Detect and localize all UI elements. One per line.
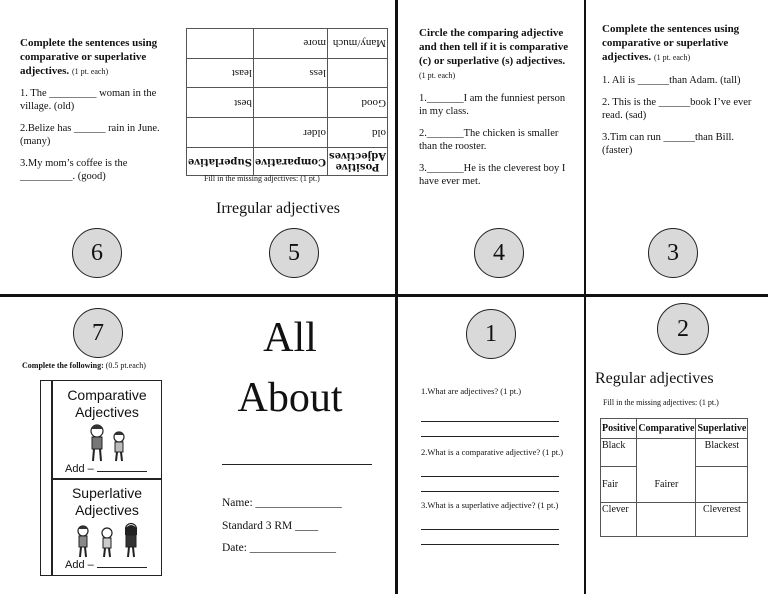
page-number-badge-6: 6 xyxy=(72,228,122,278)
table2-cell: Cleverest xyxy=(696,503,748,537)
table2-cell: Clever xyxy=(601,503,637,537)
panel-3-question-1: 1. Ali is ______than Adam. (tall) xyxy=(602,75,741,86)
irregular-adjectives-table xyxy=(187,28,388,176)
table5-header-positive: Positive Adjectives xyxy=(327,148,387,176)
panel-5-heading: Irregular adjectives xyxy=(216,200,340,217)
table5-cell: old xyxy=(327,118,387,148)
panel-7-instruction-text: Complete the following: xyxy=(22,361,104,370)
answer-line xyxy=(421,426,559,437)
comparative-add-label: Add – xyxy=(65,463,94,475)
panel-2-heading: Regular adjectives xyxy=(595,370,714,387)
panel-6-question-3: 3.My mom’s coffee is the __________. (good) xyxy=(20,158,128,182)
cover-date-field: Date: _______________ xyxy=(222,542,337,554)
table2-cell: Fairer xyxy=(637,467,696,503)
panel-7-instruction xyxy=(22,361,146,370)
panel-3-title: Complete the sentences using comparative or superlative adjectives. xyxy=(602,23,740,63)
page-number-badge-7: 7 xyxy=(73,308,123,358)
cover-name-field: Name: _______________ xyxy=(222,497,342,509)
panel-6-question-1: 1. The _________ woman in the village. (old) xyxy=(20,88,157,112)
table5-cell: Many/much xyxy=(327,29,387,59)
card-fold xyxy=(51,478,161,480)
panel-3-question-2: 2. This is the ______book I’ve ever read. (sad) xyxy=(602,97,752,121)
table2-cell: Blackest xyxy=(696,439,748,467)
panel-1-question-3: 3.What is a superlative adjective? (1 pt.) xyxy=(421,500,559,510)
cover-standard-field: Standard 3 RM ____ xyxy=(222,520,319,532)
cover-title-line-2: About xyxy=(237,375,343,421)
answer-line xyxy=(421,534,559,545)
table2-header-positive: Positive xyxy=(601,419,637,439)
table2-header-comparative: Comparative xyxy=(637,419,696,439)
panel-3-question-3: 3.Tim can run ______than Bill. (faster) xyxy=(602,132,735,156)
table2-cell: Fair xyxy=(601,467,637,503)
panel-4-points: (1 pt. each) xyxy=(419,71,456,80)
table2-cell xyxy=(637,503,696,537)
panel-4-question-3: 3._______He is the cleverest boy I have ever met. xyxy=(419,163,566,187)
table5-cell xyxy=(253,88,327,118)
panel-1-question-2: 2.What is a comparative adjective? (1 pt.) xyxy=(421,447,564,457)
cover-title-blank xyxy=(222,464,372,465)
table5-cell: less xyxy=(253,58,327,88)
vertical-divider-center xyxy=(395,0,398,594)
kids-illustration-superlative xyxy=(71,521,143,559)
table5-header-superlative: Superlative xyxy=(186,148,253,176)
panel-3 xyxy=(602,22,752,157)
table5-cell: least xyxy=(186,58,253,88)
superlative-card-title: Superlative Adjectives xyxy=(71,485,143,518)
answer-line xyxy=(421,481,559,492)
table5-header-comparative: Comparative xyxy=(253,148,327,176)
flip-card xyxy=(40,380,162,576)
panel-4 xyxy=(419,26,569,188)
panel-6 xyxy=(20,36,170,183)
vertical-divider-right xyxy=(584,0,586,594)
page-number-badge-4: 4 xyxy=(474,228,524,278)
page-number-badge-5: 5 xyxy=(269,228,319,278)
comparative-card-title: Comparative Adjectives xyxy=(67,387,147,420)
superlative-add-label: Add – xyxy=(65,559,94,571)
answer-line xyxy=(421,411,559,422)
cover-title-line-1: All xyxy=(263,315,317,361)
table5-cell: older xyxy=(253,118,327,148)
panel-6-question-2: 2.Belize has ______ rain in June. (many) xyxy=(20,123,160,147)
kids-illustration-comparative xyxy=(83,423,133,463)
answer-line xyxy=(421,519,559,530)
table2-cell xyxy=(637,439,696,467)
panel-6-title: Complete the sentences using comparative or superlative adjectives. xyxy=(20,37,158,77)
panel-7-instruction-points: (0.5 pt.each) xyxy=(105,361,146,370)
horizontal-divider xyxy=(0,294,768,297)
regular-adjectives-table xyxy=(600,418,748,537)
table5-cell xyxy=(186,29,253,59)
panel-6-points: (1 pt. each) xyxy=(71,67,109,76)
answer-line xyxy=(421,466,559,477)
page-number-badge-2: 2 xyxy=(657,303,709,355)
comparative-card-add xyxy=(65,463,147,475)
panel-1-question-1: 1.What are adjectives? (1 pt.) xyxy=(421,386,522,396)
table5-cell xyxy=(327,58,387,88)
panel-3-points: (1 pt. each) xyxy=(653,53,691,62)
superlative-card-add xyxy=(65,559,147,571)
panel-4-question-2: 2._______The chicken is smaller than the rooster. xyxy=(419,128,559,152)
panel-2-instruction: Fill in the missing adjectives: (1 pt.) xyxy=(603,398,719,407)
panel-1 xyxy=(421,386,566,545)
table2-header-superlative: Superlative xyxy=(696,419,748,439)
page-number-badge-1: 1 xyxy=(466,309,516,359)
panel-4-question-1: 1._______I am the funniest person in my class. xyxy=(419,93,566,117)
table5-cell: best xyxy=(186,88,253,118)
table5-cell: more xyxy=(253,29,327,59)
table2-cell: Black xyxy=(601,439,637,467)
table2-cell xyxy=(696,467,748,503)
page-number-badge-3: 3 xyxy=(648,228,698,278)
table5-cell: Good xyxy=(327,88,387,118)
panel-5-instruction: Fill in the missing adjectives: (1 pt.) xyxy=(204,174,320,183)
table5-cell xyxy=(186,118,253,148)
panel-4-title: Circle the comparing adjective and then tell if it is comparative (c) or superlative (s) adjectives. xyxy=(419,27,569,67)
